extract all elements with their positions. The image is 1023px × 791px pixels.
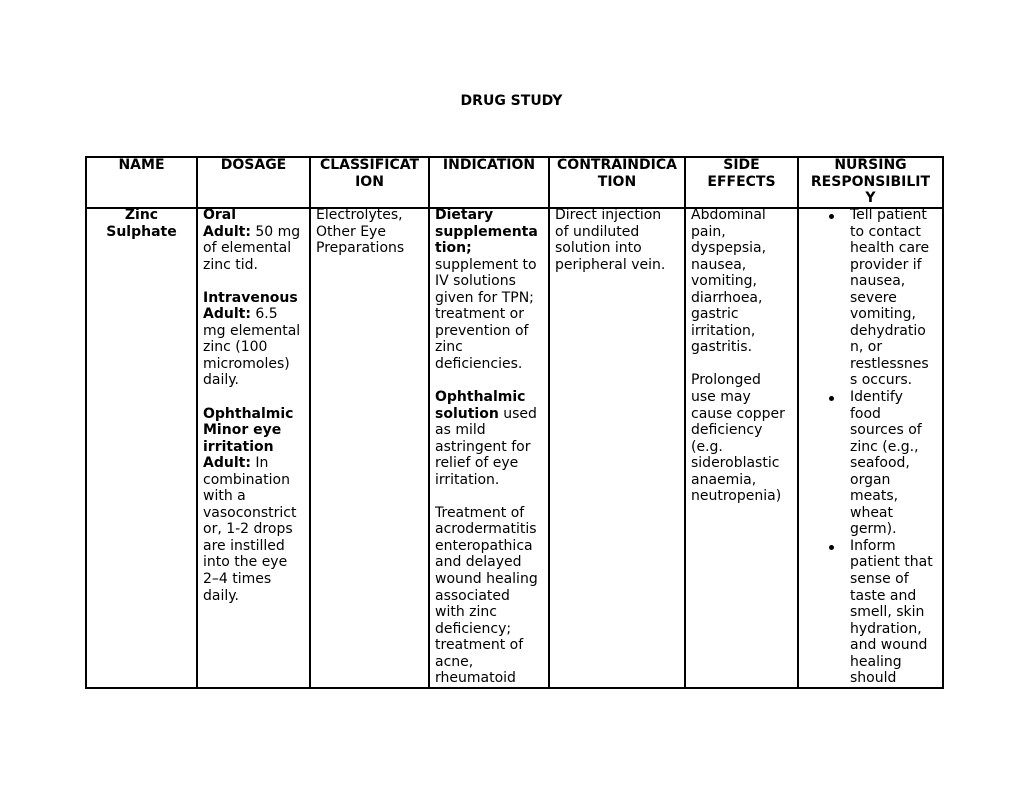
text-line	[316, 207, 423, 224]
text-line	[691, 290, 792, 307]
text-line	[691, 422, 792, 439]
text: treatment or	[435, 306, 525, 323]
text-line	[435, 306, 543, 323]
text-line	[435, 571, 543, 588]
text-line	[850, 654, 942, 671]
text: deficiency;	[435, 620, 512, 637]
text-line	[850, 290, 942, 307]
text-line	[850, 356, 942, 373]
cell-content	[198, 207, 309, 604]
text-line	[435, 505, 543, 522]
bullet-item	[799, 538, 942, 687]
text: vasoconstrict	[203, 504, 297, 521]
text: sense of	[850, 571, 909, 588]
text-line	[435, 356, 543, 373]
text: irritation.	[435, 471, 500, 488]
text: In	[250, 455, 269, 472]
text-line	[435, 240, 543, 257]
cell-content	[311, 207, 428, 257]
header-contraindication	[548, 158, 684, 207]
header-label	[198, 158, 309, 174]
text-line	[435, 637, 543, 654]
cell-content	[87, 207, 196, 240]
text-line	[203, 323, 304, 340]
header-label-line: CONTRAINDICA	[557, 158, 677, 173]
header-label-line: NAME	[118, 158, 165, 173]
paragraph	[691, 207, 792, 356]
text: supplement to	[435, 256, 537, 273]
text: dehydratio	[850, 322, 926, 339]
text: Prolonged	[691, 372, 761, 389]
header-label-line: SIDE	[723, 158, 760, 173]
bold-text: Oral	[203, 207, 237, 223]
text: nausea,	[691, 256, 747, 273]
text-line	[203, 372, 304, 389]
text-line	[203, 339, 304, 356]
bold-text: Ophthalmic	[203, 405, 294, 422]
text: use may	[691, 389, 751, 406]
paragraph	[435, 505, 543, 687]
paragraph	[92, 207, 191, 240]
text: or, 1-2 drops	[203, 521, 293, 538]
bullet-item	[799, 389, 942, 538]
text-line	[203, 505, 304, 522]
text-line	[691, 439, 792, 456]
paragraph	[555, 207, 679, 273]
text: vomiting,	[850, 306, 916, 323]
text: meats,	[850, 488, 899, 505]
text-line	[203, 538, 304, 555]
text: pain,	[691, 223, 726, 240]
text-line	[850, 604, 942, 621]
text-line	[850, 670, 942, 687]
text-line	[850, 389, 942, 406]
text-line	[203, 290, 304, 307]
text-line	[435, 439, 543, 456]
bold-text: Dietary	[435, 207, 494, 223]
text-line	[850, 339, 942, 356]
text-line	[850, 306, 942, 323]
text: Treatment of	[435, 504, 525, 521]
text: severe	[850, 289, 897, 306]
text-line	[435, 521, 543, 538]
bold-text: Minor eye	[203, 422, 282, 439]
text: and wound	[850, 637, 928, 654]
text-line	[203, 422, 304, 439]
text-line	[555, 224, 679, 241]
bold-text: Adult:	[203, 455, 251, 472]
text-line	[435, 472, 543, 489]
cell-content	[550, 207, 684, 273]
bold-text: Sulphate	[106, 223, 177, 240]
text-line	[850, 588, 942, 605]
text-line	[691, 306, 792, 323]
header-label-line: INDICATION	[442, 158, 536, 173]
text-line	[435, 604, 543, 621]
text: should	[850, 670, 897, 687]
header-label	[550, 158, 684, 190]
header-nursing-responsibility	[797, 158, 942, 207]
header-label	[686, 158, 797, 190]
text-line	[850, 323, 942, 340]
text: food	[850, 405, 881, 422]
cell-indication	[428, 207, 548, 687]
text-line	[203, 455, 304, 472]
text: micromoles)	[203, 355, 290, 372]
text: diarrhoea,	[691, 289, 763, 306]
paragraph	[435, 389, 543, 488]
header-classification	[309, 158, 428, 207]
header-label-line: EFFECTS	[707, 173, 776, 190]
cell-content	[686, 207, 797, 505]
cell-content	[430, 207, 548, 687]
text: health care	[850, 240, 930, 257]
text-line	[555, 257, 679, 274]
text-line	[850, 273, 942, 290]
text-line	[435, 389, 543, 406]
drug-study-table	[85, 156, 944, 689]
text: n, or	[850, 339, 883, 356]
text-line	[850, 472, 942, 489]
text: wound healing	[435, 571, 538, 588]
text-line	[435, 207, 543, 224]
text-line	[691, 488, 792, 505]
text: provider if	[850, 256, 922, 273]
text: germ).	[850, 521, 897, 538]
text: solution into	[555, 240, 642, 257]
text: sources of	[850, 422, 922, 439]
text-line	[850, 422, 942, 439]
cell-name	[87, 207, 196, 687]
text: of elemental	[203, 240, 292, 257]
text: (e.g.	[691, 438, 723, 455]
header-label-line: NURSING	[834, 158, 907, 173]
bold-text: Ophthalmic	[435, 389, 526, 406]
text: zinc (e.g.,	[850, 438, 919, 455]
text: combination	[203, 471, 290, 488]
text-line	[691, 339, 792, 356]
text-line	[316, 240, 423, 257]
header-label-line: CLASSIFICAT	[319, 158, 420, 173]
text-line	[850, 257, 942, 274]
text-line	[691, 240, 792, 257]
text-line	[435, 670, 543, 687]
text-line	[850, 240, 942, 257]
text: and delayed	[435, 554, 522, 571]
text: 6.5	[250, 306, 278, 323]
text-line	[555, 240, 679, 257]
cell-content	[799, 207, 942, 687]
text: daily.	[203, 587, 239, 604]
text-line	[691, 372, 792, 389]
text: wheat	[850, 504, 894, 521]
text-line	[850, 406, 942, 423]
bold-text: Adult:	[203, 306, 251, 323]
bold-text: supplementa	[435, 223, 538, 240]
text-line	[850, 621, 942, 638]
text: with a	[203, 488, 246, 505]
text-line	[850, 505, 942, 522]
text: deficiencies.	[435, 355, 523, 372]
header-label-line: ION	[355, 173, 384, 190]
text-line	[203, 356, 304, 373]
header-indication	[428, 158, 548, 207]
text: as mild	[435, 422, 486, 439]
text: with zinc	[435, 604, 497, 621]
text: gastritis.	[691, 339, 753, 356]
text: s occurs.	[850, 372, 913, 389]
text-line	[435, 290, 543, 307]
text: Tell patient	[850, 207, 927, 223]
text-line	[435, 257, 543, 274]
text-line	[850, 554, 942, 571]
document-title: DRUG STUDY	[460, 93, 563, 109]
paragraph	[203, 207, 304, 273]
text: relief of eye	[435, 455, 519, 472]
text: mg elemental	[203, 322, 301, 339]
text: prevention of	[435, 322, 529, 339]
text-line	[435, 538, 543, 555]
text-line	[691, 406, 792, 423]
text-line	[691, 455, 792, 472]
text: are instilled	[203, 537, 285, 554]
bold-text: Intravenous	[203, 289, 298, 306]
header-dosage	[196, 158, 309, 207]
text: restlessnes	[850, 355, 929, 372]
text-line	[203, 257, 304, 274]
text-line	[435, 621, 543, 638]
text: 2–4 times	[203, 571, 272, 588]
text-line	[850, 571, 942, 588]
text: dyspepsia,	[691, 240, 767, 257]
text-line	[203, 224, 304, 241]
text: anaemia,	[691, 471, 757, 488]
text: enteropathica	[435, 537, 533, 554]
text-line	[435, 422, 543, 439]
text-line	[691, 257, 792, 274]
text-line	[203, 521, 304, 538]
text: 50 mg	[250, 223, 301, 240]
text-line	[203, 306, 304, 323]
text: Other Eye	[316, 223, 386, 240]
text-line	[850, 207, 942, 224]
text-line	[203, 588, 304, 605]
text-line	[555, 207, 679, 224]
header-side-effects	[684, 158, 797, 207]
text: into the eye	[203, 554, 288, 571]
text-line	[435, 323, 543, 340]
text-line	[435, 406, 543, 423]
text: patient that	[850, 554, 933, 571]
bold-text: tion;	[435, 240, 472, 257]
text-line	[203, 406, 304, 423]
text-line	[435, 554, 543, 571]
text: seafood,	[850, 455, 910, 472]
text: vomiting,	[691, 273, 757, 290]
text: of undiluted	[555, 223, 640, 240]
cell-side-effects	[684, 207, 797, 687]
text: healing	[850, 653, 902, 670]
bold-text: irritation	[203, 438, 274, 455]
text: zinc (100	[203, 339, 268, 356]
cell-contraindication	[548, 207, 684, 687]
text: Electrolytes,	[316, 207, 403, 223]
text-line	[850, 637, 942, 654]
text-line	[203, 554, 304, 571]
text-line	[850, 488, 942, 505]
header-label-line: TION	[597, 173, 637, 190]
text: deficiency	[691, 422, 763, 439]
header-label	[430, 158, 548, 174]
text-line	[691, 224, 792, 241]
text-line	[850, 538, 942, 555]
header-name	[87, 158, 196, 207]
text-line	[435, 273, 543, 290]
text-line	[850, 224, 942, 241]
text-line	[92, 207, 191, 224]
text: astringent for	[435, 438, 531, 455]
text: zinc	[435, 339, 463, 356]
text-line	[92, 224, 191, 241]
header-label	[311, 158, 428, 190]
text: acrodermatitis	[435, 521, 537, 538]
text: rheumatoid	[435, 670, 516, 687]
text-line	[203, 439, 304, 456]
bullet-icon	[829, 214, 834, 219]
text: treatment of	[435, 637, 524, 654]
text-line	[203, 207, 304, 224]
text-line	[435, 654, 543, 671]
text-line	[850, 439, 942, 456]
header-label	[799, 158, 942, 207]
bold-text: solution	[435, 405, 499, 422]
text: acne,	[435, 653, 474, 670]
bold-text: Adult:	[203, 223, 251, 240]
text-line	[435, 588, 543, 605]
text: sideroblastic	[691, 455, 780, 472]
text-line	[850, 521, 942, 538]
header-label-line: Y	[865, 190, 876, 207]
paragraph	[691, 372, 792, 504]
text-line	[691, 472, 792, 489]
text: associated	[435, 587, 510, 604]
text-line	[435, 339, 543, 356]
paragraph	[316, 207, 423, 257]
paragraph	[435, 207, 543, 372]
text: neutropenia)	[691, 488, 782, 505]
text-line	[691, 389, 792, 406]
text-line	[691, 273, 792, 290]
header-label-line: RESPONSIBILIT	[810, 173, 931, 190]
text-line	[691, 323, 792, 340]
cell-nursing-responsibility	[797, 207, 942, 687]
text: Preparations	[316, 240, 405, 257]
text: used	[498, 405, 537, 422]
paragraph	[203, 290, 304, 389]
header-label	[87, 158, 196, 174]
text: organ	[850, 471, 891, 488]
text-line	[850, 372, 942, 389]
text-line	[203, 571, 304, 588]
text-line	[203, 240, 304, 257]
text: IV solutions	[435, 273, 516, 290]
text: cause copper	[691, 405, 785, 422]
cell-dosage	[196, 207, 309, 687]
text: nausea,	[850, 273, 906, 290]
text: Direct injection	[555, 207, 662, 223]
bullet-item	[799, 207, 942, 389]
text: taste and	[850, 587, 917, 604]
text: hydration,	[850, 620, 922, 637]
text: Abdominal	[691, 207, 766, 223]
text-line	[203, 488, 304, 505]
text-line	[316, 224, 423, 241]
paragraph	[203, 406, 304, 605]
text: zinc tid.	[203, 256, 258, 273]
cell-classification	[309, 207, 428, 687]
header-label-line: DOSAGE	[220, 158, 287, 173]
text: smell, skin	[850, 604, 925, 621]
bold-text: Zinc	[124, 207, 159, 223]
text-line	[435, 224, 543, 241]
text: daily.	[203, 372, 239, 389]
text: to contact	[850, 223, 921, 240]
text-line	[203, 472, 304, 489]
text: peripheral vein.	[555, 256, 666, 273]
text-line	[691, 207, 792, 224]
text-line	[850, 455, 942, 472]
text: Inform	[850, 537, 896, 554]
bullet-icon	[829, 396, 834, 401]
text-line	[435, 455, 543, 472]
text: given for TPN;	[435, 289, 534, 306]
text: Identify	[850, 389, 903, 406]
text: irritation,	[691, 322, 756, 339]
text: gastric	[691, 306, 739, 323]
bullet-icon	[829, 545, 834, 550]
